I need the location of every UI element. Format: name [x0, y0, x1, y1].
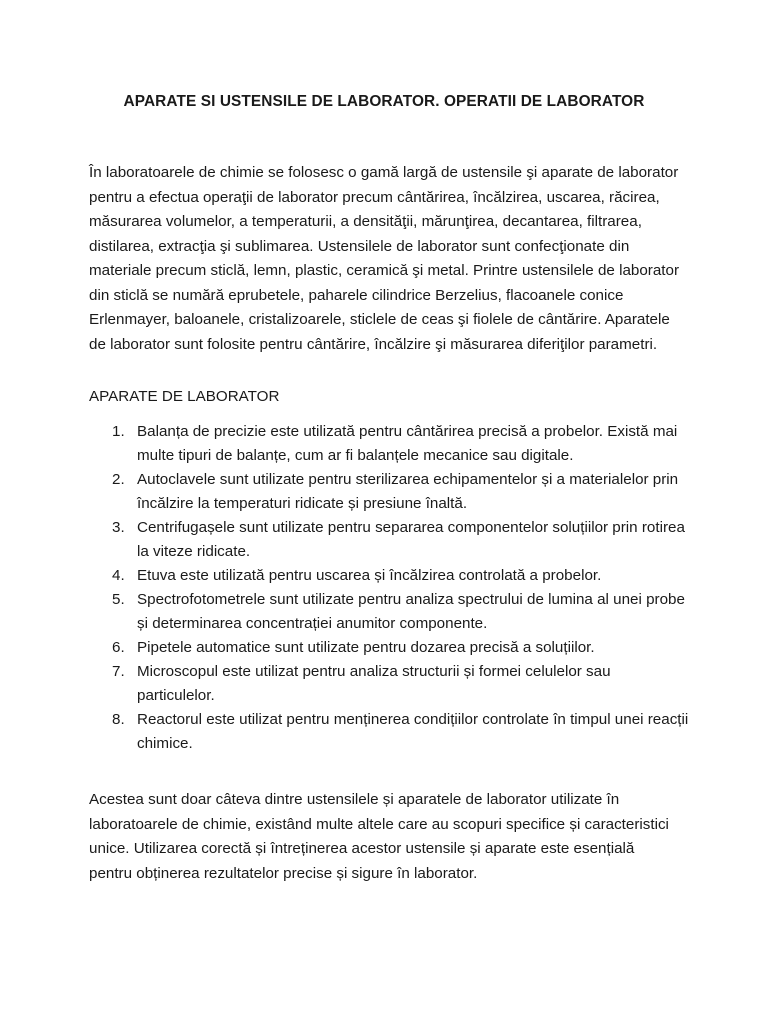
list-item-text: Autoclavele sunt utilizate pentru sterilizarea echipamentelor și a materialelor prin încălzire la temperaturi ridicate și presiune înaltă. — [137, 471, 679, 512]
list-item-number: 4. — [112, 567, 125, 584]
list-item — [89, 708, 689, 756]
list-item-number: 1. — [112, 423, 125, 440]
list-item-text: Etuva este utilizată pentru uscarea și încălzirea controlată a probelor. — [137, 567, 602, 584]
intro-paragraph: În laboratoarele de chimie se folosesc o gamă largă de ustensile şi aparate de laborator pentru a efectua operaţii de laborator precum cântărirea, încălzirea, uscarea, răcirea, măsurarea volumelor, a temperaturii, a densităţii, mărunţirea, decantarea, filtrarea, distilarea, extracţia şi sublimarea. Ustensilele de laborator sunt confecţionate din materiale precum sticlă, lemn, plastic, ceramică şi metal. Printre ustensilele de laborator din sticlă se numără eprubetele, paharele cilindrice Berzelius, flacoanele conice Erlenmayer, baloanele, cristalizoarele, sticlele de ceas şi fiolele de cântărire. Aparatele de laborator sunt folosite pentru cântărire, încălzire şi măsurarea diferiţilor parametri. — [89, 164, 680, 353]
list-item-number: 5. — [112, 591, 125, 608]
list-item-number: 7. — [112, 663, 125, 680]
list-item-text: Balanța de precizie este utilizată pentru cântărirea precisă a probelor. Există mai multe tipuri de balanțe, cum ar fi balanțele mecanice sau digitale. — [137, 423, 678, 464]
list-item — [89, 588, 689, 636]
list-item-text: Reactorul este utilizat pentru menținerea condițiilor controlate în timpul unei reacții chimice. — [137, 711, 689, 752]
list-item — [89, 660, 689, 708]
list-item — [89, 420, 689, 468]
list-item-number: 8. — [112, 711, 125, 728]
list-item-text: Spectrofotometrele sunt utilizate pentru analiza spectrului de lumina al unei probe și determinarea concentrației anumitor componente. — [137, 591, 685, 632]
document-title: APARATE SI USTENSILE DE LABORATOR. OPERATII DE LABORATOR — [123, 93, 645, 110]
list-item — [89, 516, 689, 564]
list-item — [89, 636, 689, 660]
equipment-list — [89, 420, 689, 756]
list-item-number: 3. — [112, 519, 125, 536]
list-item-number: 2. — [112, 471, 125, 488]
list-item-text: Microscopul este utilizat pentru analiza structurii și formei celulelor sau particulelor. — [137, 663, 611, 704]
list-item-number: 6. — [112, 639, 125, 656]
list-item — [89, 564, 689, 588]
list-item — [89, 468, 689, 516]
list-item-text: Centrifugașele sunt utilizate pentru separarea componentelor soluțiilor prin rotirea la viteze ridicate. — [137, 519, 685, 560]
section-heading: APARATE DE LABORATOR — [89, 388, 280, 405]
conclusion-paragraph: Acestea sunt doar câteva dintre ustensilele și aparatele de laborator utilizate în laboratoarele de chimie, existând multe altele care au scopuri specifice și caracteristici unice. Utilizarea corectă și întreținerea acestor ustensile și aparate este esențială pentru obținerea rezultatelor precise și sigure în laborator. — [89, 791, 669, 882]
list-item-text: Pipetele automatice sunt utilizate pentru dozarea precisă a soluțiilor. — [137, 639, 595, 656]
